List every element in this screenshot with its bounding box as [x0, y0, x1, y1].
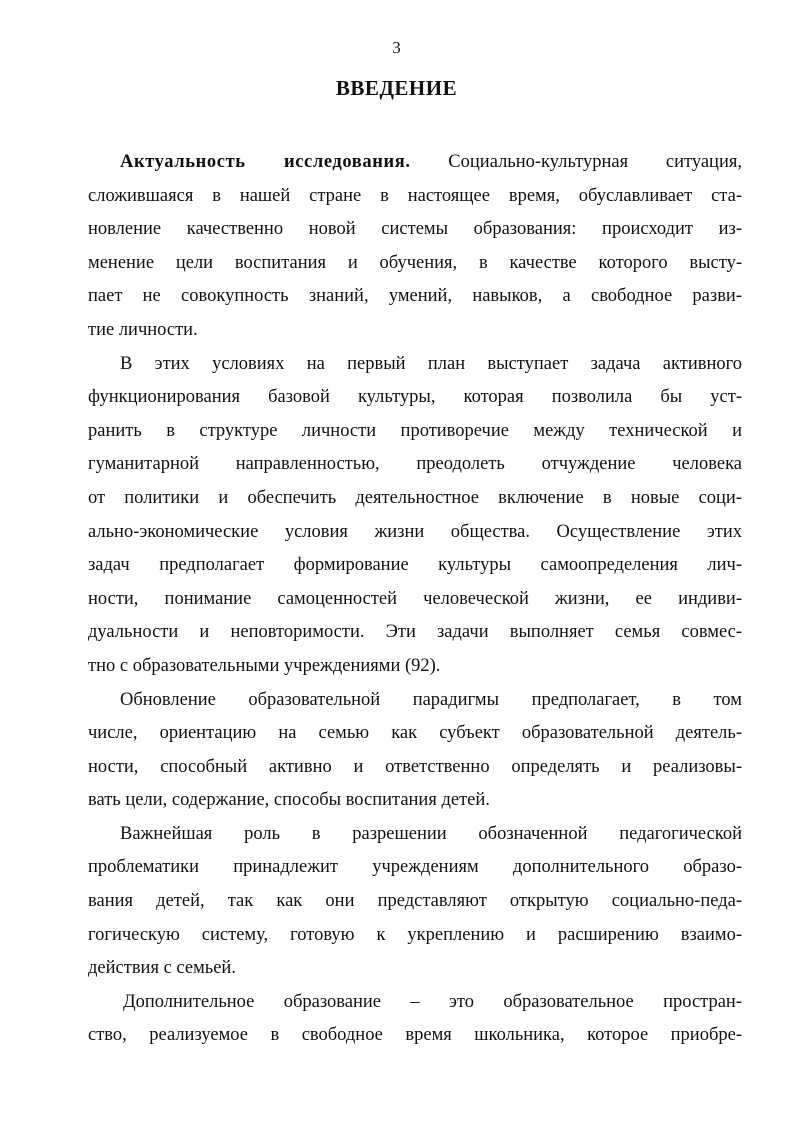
text-line: ранить в структуре личности противоречие между технической и: [88, 420, 742, 441]
text-fragment: Социально-культурная ситуация,: [410, 152, 742, 172]
text-line: ности, понимание самоценностей человеческой жизни, ее индиви-: [88, 588, 742, 609]
text-line: новление качественно новой системы образования: происходит из-: [88, 219, 742, 240]
text-line: проблематики принадлежит учреждениям дополнительного образо-: [88, 857, 742, 878]
paragraph: [88, 986, 742, 1053]
text-line: Дополнительное образование – это образовательное простран-: [123, 991, 742, 1012]
paragraph: [88, 348, 742, 684]
text-line: дуальности и неповторимости. Эти задачи выполняет семья совмес-: [88, 622, 742, 643]
text-line: менение цели воспитания и обучения, в качестве которого высту-: [88, 252, 742, 273]
lead-phrase: Актуальность исследования.: [120, 152, 411, 172]
text-line: вания детей, так как они представляют открытую социально-педа-: [88, 891, 742, 912]
text-line: ство, реализуемое в свободное время школьника, которое приобре-: [88, 1025, 742, 1046]
text-line: тно с образовательными учреждениями (92).: [88, 655, 441, 676]
text-line: числе, ориентацию на семью как субъект образовательной деятель-: [88, 723, 742, 744]
paragraph: [88, 684, 742, 818]
text-line: задач предполагает формирование культуры самоопределения лич-: [88, 555, 742, 576]
paragraph: [88, 818, 742, 986]
text-line: сложившаяся в нашей стране в настоящее время, обуславливает ста-: [88, 185, 742, 206]
text-line: гогическую систему, готовую к укреплению и расширению взаимо-: [88, 924, 742, 945]
text-line: гуманитарной направленностью, преодолеть отчуждение человека: [88, 454, 742, 475]
text-line: Важнейшая роль в разрешении обозначенной педагогической: [120, 823, 742, 844]
text-line: пает не совокупность знаний, умений, навыков, а свободное разви-: [88, 286, 742, 307]
text-line: действия с семьей.: [88, 958, 236, 979]
text-line: В этих условиях на первый план выступает задача активного: [120, 353, 742, 374]
page-title: ВВЕДЕНИЕ: [335, 76, 458, 100]
page-number: 3: [392, 38, 401, 57]
text-line: ально-экономические условия жизни общества. Осуществление этих: [88, 521, 742, 542]
text-line: функционирования базовой культуры, которая позволила бы уст-: [88, 387, 742, 408]
text-line: от политики и обеспечить деятельностное включение в новые соци-: [88, 487, 742, 508]
text-line: Обновление образовательной парадигмы предполагает, в том: [120, 689, 742, 710]
document-body: [88, 146, 742, 1053]
text-line: вать цели, содержание, способы воспитания детей.: [88, 790, 490, 811]
paragraph: [88, 146, 742, 348]
text-line: [88, 146, 742, 180]
text-line: ности, способный активно и ответственно определять и реализовы-: [88, 756, 742, 777]
text-line: тие личности.: [88, 319, 198, 340]
